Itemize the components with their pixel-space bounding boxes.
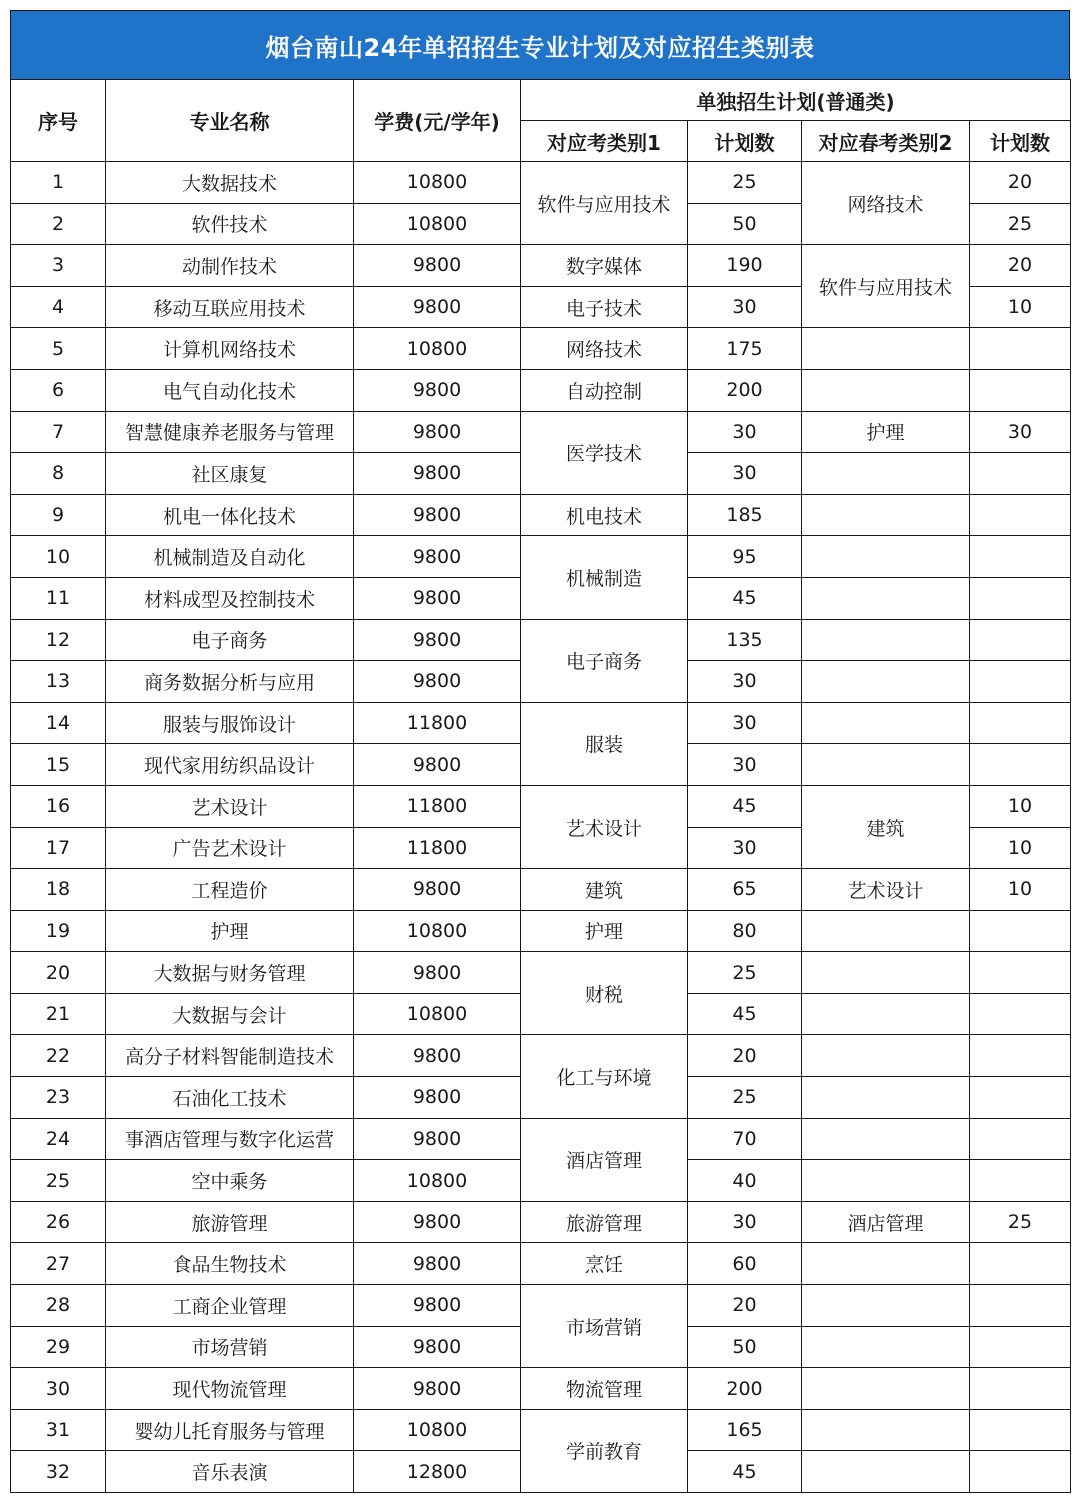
count1-cell: 165 [688,1409,802,1451]
fee-cell: 11800 [354,827,521,869]
count1-cell: 40 [688,1160,802,1202]
seq-cell: 13 [11,661,106,703]
fee-cell: 9800 [354,1077,521,1119]
count1-cell: 25 [688,1077,802,1119]
category2-cell [802,1368,970,1410]
fee-cell: 9800 [354,536,521,578]
fee-cell: 9800 [354,1326,521,1368]
count1-cell: 135 [688,619,802,661]
major-cell: 市场营销 [106,1326,354,1368]
category1-cell: 烹饪 [521,1243,688,1285]
major-cell: 动制作技术 [106,245,354,287]
major-cell: 大数据与会计 [106,993,354,1035]
seq-cell: 6 [11,369,106,411]
count2-cell [970,577,1071,619]
header-seq: 序号 [11,80,106,162]
seq-cell: 8 [11,453,106,495]
category1-cell: 市场营销 [521,1285,688,1368]
category1-cell: 物流管理 [521,1368,688,1410]
fee-cell: 9800 [354,1035,521,1077]
count1-cell: 45 [688,993,802,1035]
category1-cell: 服装 [521,702,688,785]
category2-cell [802,1451,970,1493]
fee-cell: 9800 [354,1118,521,1160]
fee-cell: 11800 [354,702,521,744]
count1-cell: 80 [688,910,802,952]
fee-cell: 9800 [354,1285,521,1327]
count2-cell [970,952,1071,994]
major-cell: 事酒店管理与数字化运营 [106,1118,354,1160]
header-row-1 [11,80,1071,121]
enrollment-sheet [10,10,1070,1493]
table-row [11,952,1071,994]
category2-cell [802,910,970,952]
seq-cell: 21 [11,993,106,1035]
table-row [11,1035,1071,1077]
major-cell: 社区康复 [106,453,354,495]
seq-cell: 18 [11,869,106,911]
fee-cell: 10800 [354,910,521,952]
table-row [11,1243,1071,1285]
count1-cell: 25 [688,952,802,994]
enrollment-table [10,79,1071,1493]
count1-cell: 200 [688,369,802,411]
seq-cell: 27 [11,1243,106,1285]
count1-cell: 95 [688,536,802,578]
major-cell: 空中乘务 [106,1160,354,1202]
category2-cell [802,1285,970,1327]
category1-cell: 网络技术 [521,328,688,370]
fee-cell: 9800 [354,369,521,411]
fee-cell: 9800 [354,952,521,994]
count1-cell: 45 [688,1451,802,1493]
count2-cell [970,910,1071,952]
table-row [11,494,1071,536]
fee-cell: 12800 [354,1451,521,1493]
category2-cell [802,494,970,536]
fee-cell: 9800 [354,1368,521,1410]
count2-cell [970,1326,1071,1368]
count1-cell: 30 [688,286,802,328]
category1-cell: 学前教育 [521,1409,688,1492]
fee-cell: 10800 [354,328,521,370]
category1-cell: 旅游管理 [521,1201,688,1243]
fee-cell: 9800 [354,1243,521,1285]
category1-cell: 数字媒体 [521,245,688,287]
count2-cell [970,1077,1071,1119]
category2-cell [802,1160,970,1202]
category2-cell [802,1409,970,1451]
category2-cell [802,369,970,411]
major-cell: 机械制造及自动化 [106,536,354,578]
count1-cell: 30 [688,453,802,495]
count2-cell [970,619,1071,661]
count2-cell [970,328,1071,370]
count2-cell: 10 [970,785,1071,827]
category1-cell: 医学技术 [521,411,688,494]
fee-cell: 9800 [354,453,521,495]
count1-cell: 25 [688,162,802,204]
category1-cell: 财税 [521,952,688,1035]
count2-cell [970,661,1071,703]
count2-cell [970,1285,1071,1327]
count1-cell: 50 [688,1326,802,1368]
major-cell: 计算机网络技术 [106,328,354,370]
fee-cell: 9800 [354,661,521,703]
seq-cell: 32 [11,1451,106,1493]
category2-cell [802,536,970,578]
seq-cell: 23 [11,1077,106,1119]
major-cell: 食品生物技术 [106,1243,354,1285]
fee-cell: 9800 [354,286,521,328]
major-cell: 大数据与财务管理 [106,952,354,994]
fee-cell: 10800 [354,1409,521,1451]
count2-cell [970,1160,1071,1202]
major-cell: 现代物流管理 [106,1368,354,1410]
category1-cell: 自动控制 [521,369,688,411]
major-cell: 现代家用纺织品设计 [106,744,354,786]
major-cell: 工程造价 [106,869,354,911]
major-cell: 护理 [106,910,354,952]
seq-cell: 15 [11,744,106,786]
seq-cell: 28 [11,1285,106,1327]
table-row [11,369,1071,411]
major-cell: 音乐表演 [106,1451,354,1493]
header-category2: 对应春考类别2 [802,121,970,162]
seq-cell: 31 [11,1409,106,1451]
category1-cell: 软件与应用技术 [521,162,688,245]
category2-cell [802,993,970,1035]
category2-cell [802,577,970,619]
header-count2: 计划数 [970,121,1071,162]
table-row [11,910,1071,952]
count1-cell: 30 [688,827,802,869]
count1-cell: 190 [688,245,802,287]
count2-cell: 10 [970,827,1071,869]
table-row [11,1409,1071,1451]
count2-cell: 25 [970,203,1071,245]
seq-cell: 22 [11,1035,106,1077]
seq-cell: 10 [11,536,106,578]
count2-cell [970,993,1071,1035]
count2-cell [970,1035,1071,1077]
table-row [11,1368,1071,1410]
category1-cell: 建筑 [521,869,688,911]
table-row [11,785,1071,827]
count1-cell: 70 [688,1118,802,1160]
major-cell: 服装与服饰设计 [106,702,354,744]
major-cell: 广告艺术设计 [106,827,354,869]
count1-cell: 60 [688,1243,802,1285]
category2-cell [802,661,970,703]
category2-cell [802,328,970,370]
category1-cell: 电子商务 [521,619,688,702]
seq-cell: 1 [11,162,106,204]
seq-cell: 16 [11,785,106,827]
count2-cell [970,369,1071,411]
count2-cell [970,1243,1071,1285]
seq-cell: 12 [11,619,106,661]
category2-cell [802,1077,970,1119]
seq-cell: 5 [11,328,106,370]
fee-cell: 10800 [354,203,521,245]
category1-cell: 电子技术 [521,286,688,328]
count2-cell [970,1451,1071,1493]
category2-cell [802,952,970,994]
fee-cell: 9800 [354,869,521,911]
category1-cell: 艺术设计 [521,785,688,868]
table-row [11,245,1071,287]
seq-cell: 9 [11,494,106,536]
fee-cell: 9800 [354,1201,521,1243]
seq-cell: 14 [11,702,106,744]
count1-cell: 45 [688,577,802,619]
count1-cell: 20 [688,1035,802,1077]
category1-cell: 机电技术 [521,494,688,536]
category2-cell: 建筑 [802,785,970,868]
count2-cell [970,1118,1071,1160]
category1-cell: 化工与环境 [521,1035,688,1118]
major-cell: 大数据技术 [106,162,354,204]
category2-cell: 酒店管理 [802,1201,970,1243]
major-cell: 电子商务 [106,619,354,661]
count1-cell: 20 [688,1285,802,1327]
category2-cell: 网络技术 [802,162,970,245]
count2-cell: 25 [970,1201,1071,1243]
table-row [11,702,1071,744]
category2-cell [802,619,970,661]
major-cell: 软件技术 [106,203,354,245]
count1-cell: 30 [688,744,802,786]
seq-cell: 2 [11,203,106,245]
header-fee: 学费(元/学年) [354,80,521,162]
major-cell: 工商企业管理 [106,1285,354,1327]
major-cell: 移动互联应用技术 [106,286,354,328]
count1-cell: 45 [688,785,802,827]
fee-cell: 9800 [354,411,521,453]
major-cell: 旅游管理 [106,1201,354,1243]
table-row [11,162,1071,204]
fee-cell: 10800 [354,1160,521,1202]
major-cell: 智慧健康养老服务与管理 [106,411,354,453]
count1-cell: 30 [688,411,802,453]
count1-cell: 65 [688,869,802,911]
major-cell: 机电一体化技术 [106,494,354,536]
category1-cell: 酒店管理 [521,1118,688,1201]
count2-cell: 10 [970,869,1071,911]
count1-cell: 50 [688,203,802,245]
category2-cell: 护理 [802,411,970,453]
seq-cell: 30 [11,1368,106,1410]
table-row [11,1201,1071,1243]
table-body [11,162,1071,1493]
count2-cell [970,1409,1071,1451]
major-cell: 电气自动化技术 [106,369,354,411]
seq-cell: 24 [11,1118,106,1160]
count1-cell: 200 [688,1368,802,1410]
category2-cell: 软件与应用技术 [802,245,970,328]
seq-cell: 17 [11,827,106,869]
table-row [11,328,1071,370]
count2-cell [970,453,1071,495]
seq-cell: 25 [11,1160,106,1202]
seq-cell: 19 [11,910,106,952]
major-cell: 商务数据分析与应用 [106,661,354,703]
seq-cell: 4 [11,286,106,328]
fee-cell: 9800 [354,245,521,287]
fee-cell: 10800 [354,993,521,1035]
count2-cell [970,494,1071,536]
table-row [11,411,1071,453]
major-cell: 高分子材料智能制造技术 [106,1035,354,1077]
count2-cell: 30 [970,411,1071,453]
major-cell: 艺术设计 [106,785,354,827]
count2-cell: 10 [970,286,1071,328]
category2-cell: 艺术设计 [802,869,970,911]
count1-cell: 30 [688,702,802,744]
count2-cell: 20 [970,162,1071,204]
header-category1: 对应考类别1 [521,121,688,162]
count1-cell: 175 [688,328,802,370]
count2-cell [970,702,1071,744]
seq-cell: 3 [11,245,106,287]
category2-cell [802,453,970,495]
category2-cell [802,744,970,786]
fee-cell: 9800 [354,494,521,536]
fee-cell: 9800 [354,577,521,619]
seq-cell: 7 [11,411,106,453]
count2-cell [970,744,1071,786]
category2-cell [802,1243,970,1285]
table-row [11,536,1071,578]
category1-cell: 机械制造 [521,536,688,619]
fee-cell: 11800 [354,785,521,827]
table-row [11,619,1071,661]
table-row [11,1118,1071,1160]
seq-cell: 29 [11,1326,106,1368]
table-title: 烟台南山24年单招招生专业计划及对应招生类别表 [10,10,1070,79]
count2-cell [970,1368,1071,1410]
seq-cell: 20 [11,952,106,994]
seq-cell: 11 [11,577,106,619]
count1-cell: 30 [688,1201,802,1243]
category1-cell: 护理 [521,910,688,952]
header-count1: 计划数 [688,121,802,162]
fee-cell: 9800 [354,619,521,661]
table-row [11,869,1071,911]
category2-cell [802,1326,970,1368]
count2-cell: 20 [970,245,1071,287]
fee-cell: 10800 [354,162,521,204]
category2-cell [802,1035,970,1077]
count1-cell: 30 [688,661,802,703]
fee-cell: 9800 [354,744,521,786]
header-major: 专业名称 [106,80,354,162]
category2-cell [802,702,970,744]
count1-cell: 185 [688,494,802,536]
major-cell: 材料成型及控制技术 [106,577,354,619]
category2-cell [802,1118,970,1160]
seq-cell: 26 [11,1201,106,1243]
major-cell: 石油化工技术 [106,1077,354,1119]
table-row [11,1285,1071,1327]
header-plan-group: 单独招生计划(普通类) [521,80,1071,121]
count2-cell [970,536,1071,578]
major-cell: 婴幼儿托育服务与管理 [106,1409,354,1451]
